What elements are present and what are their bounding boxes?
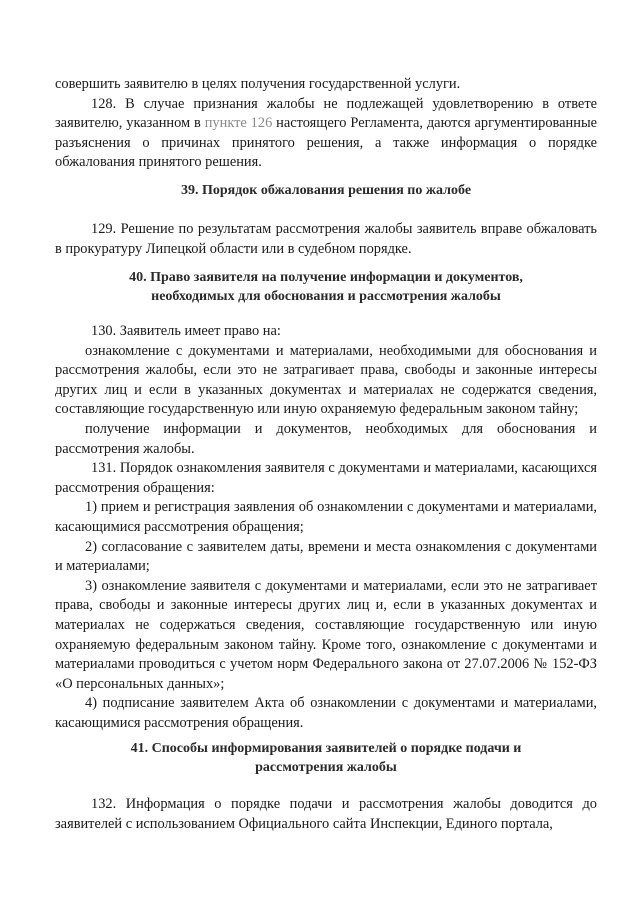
paragraph-131-item-1: 1) прием и регистрация заявления об ознакомлении с документами и материалами, касающимися рассмотрения обращения; bbox=[55, 499, 597, 535]
section-40-heading-line-1: 40. Право заявителя на получение информации и документов, bbox=[129, 270, 523, 285]
paragraph-131-item-4: 4) подписание заявителем Акта об ознакомлении с документами и материалами, касающимися рассмотрения обращения. bbox=[55, 695, 597, 731]
paragraph-129: 129. Решение по результатам рассмотрения жалобы заявитель вправе обжаловать в прокуратуру Липецкой области или в судебном порядке. bbox=[55, 221, 597, 257]
paragraph-128-reference: пункте 126 bbox=[204, 115, 273, 132]
paragraph-130-item-a: ознакомление с документами и материалами, необходимыми для обоснования и рассмотрения жалобы, если это не затрагивает права, свободы и законные интересы других лиц и если в указанных документах и материалах не содержатся сведения, составляющие государственную или иную охраняемую федеральным законом тайну; bbox=[55, 342, 597, 418]
paragraph-130: 130. Заявитель имеет право на: bbox=[91, 323, 281, 339]
section-41-body bbox=[55, 795, 597, 834]
section-40-body bbox=[55, 322, 597, 733]
section-41-heading-line-2: рассмотрения жалобы bbox=[255, 760, 397, 775]
paragraph-127-tail: совершить заявителю в целях получения государственной услуги. bbox=[55, 76, 461, 92]
paragraph-130-item-b: получение информации и документов, необходимых для обоснования и рассмотрения жалобы. bbox=[55, 420, 597, 457]
section-41-heading-line-1: 41. Способы информирования заявителей о порядке подачи и bbox=[130, 741, 522, 756]
section-38-tail bbox=[55, 75, 597, 173]
paragraph-132: 132. Информация о порядке подачи и рассмотрения жалобы доводится до заявителей с использованием Официального сайта Инспекции, Единого портала, bbox=[55, 796, 597, 832]
paragraph-128-text-start: 128. В случае признания жалобы не подлежащей удовлетворению в ответе заявителю, указанном в bbox=[55, 95, 597, 132]
section-39-heading: 39. Порядок обжалования решения по жалобе bbox=[180, 183, 472, 198]
paragraph-131: 131. Порядок ознакомления заявителя с документами и материалами, касающихся рассмотрения обращения: bbox=[55, 460, 597, 496]
paragraph-128-text-end: настоящего Регламента, даются аргументированные разъяснения о причинах принятого решения, а также информация о порядке обжалования принятого решения. bbox=[55, 115, 598, 171]
section-40-heading-line-2: необходимых для обоснования и рассмотрения жалобы bbox=[151, 289, 501, 304]
paragraph-131-item-3: 3) ознакомление заявителя с документами и материалами, если это не затрагивает права, свободы и законные интересы других лиц и, если в указанных документах и материалах не содержаться сведения, составляющие государственную или иную охраняемую федеральным законом тайну. Кроме того, ознакомление с документами и материалами проводиться с учетом норм Федерального закона от 27.07.2006 № 152-ФЗ «О персональных данных»; bbox=[55, 577, 597, 692]
paragraph-131-item-2: 2) согласование с заявителем даты, времени и места ознакомления с документами и материалами; bbox=[55, 538, 597, 575]
paragraph-128 bbox=[55, 95, 597, 173]
section-39-body bbox=[55, 220, 597, 259]
